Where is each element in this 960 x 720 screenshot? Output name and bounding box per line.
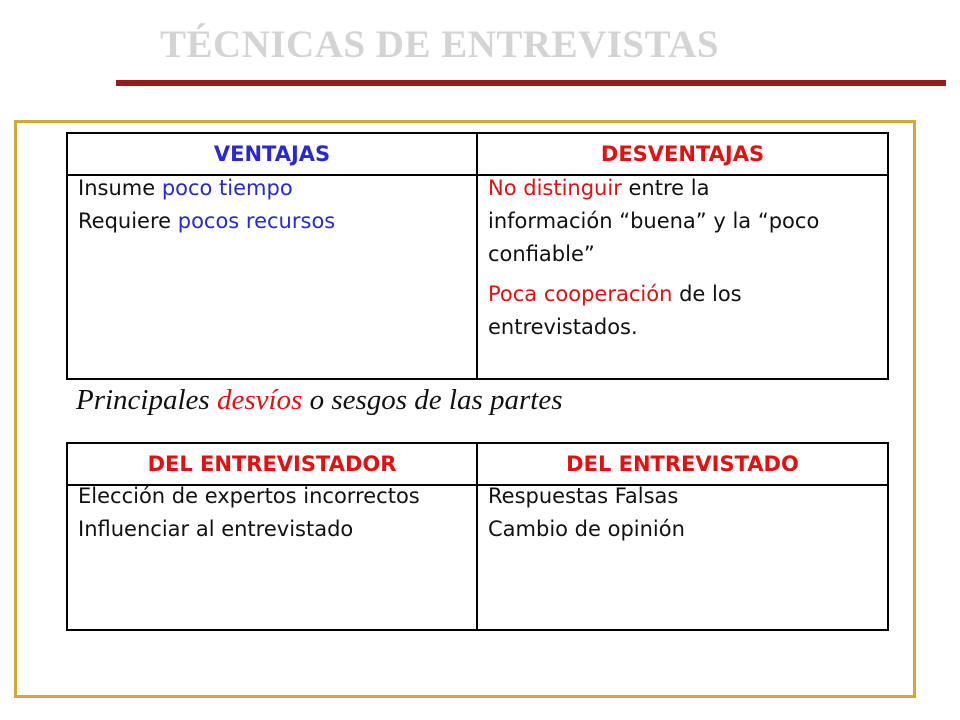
entrevistador-item: Elección de expertos incorrectos	[78, 484, 420, 508]
desventaja-item: No distinguir entre la información “buena” y la “poco confiable”	[488, 176, 820, 266]
entrevistador-cell	[78, 480, 473, 546]
ventaja-item: Requiere pocos recursos	[78, 209, 336, 233]
header-ventajas: VENTAJAS	[213, 142, 331, 166]
desventaja-item: Poca cooperación de los entrevistados.	[488, 282, 742, 339]
ventajas-cell	[78, 172, 468, 238]
title-underline	[116, 80, 946, 86]
desventajas-cell	[488, 172, 883, 344]
header-desventajas: DESVENTAJAS	[600, 142, 765, 166]
entrevistado-item: Respuestas Falsas	[488, 484, 679, 508]
header-entrevistador: DEL ENTREVISTADOR	[147, 452, 397, 476]
header-entrevistado: DEL ENTREVISTADO	[566, 452, 799, 476]
bias-table	[66, 442, 889, 631]
entrevistado-item: Cambio de opinión	[488, 517, 685, 541]
pros-cons-table	[66, 132, 889, 380]
ventaja-item: Insume poco tiempo	[78, 176, 293, 200]
entrevistador-item: Influenciar al entrevistado	[78, 517, 354, 541]
section-subtitle: Principales desvíos o sesgos de las partes	[76, 384, 563, 416]
entrevistado-cell	[488, 480, 883, 546]
slide-title: TÉCNICAS DE ENTREVISTAS	[160, 23, 720, 66]
